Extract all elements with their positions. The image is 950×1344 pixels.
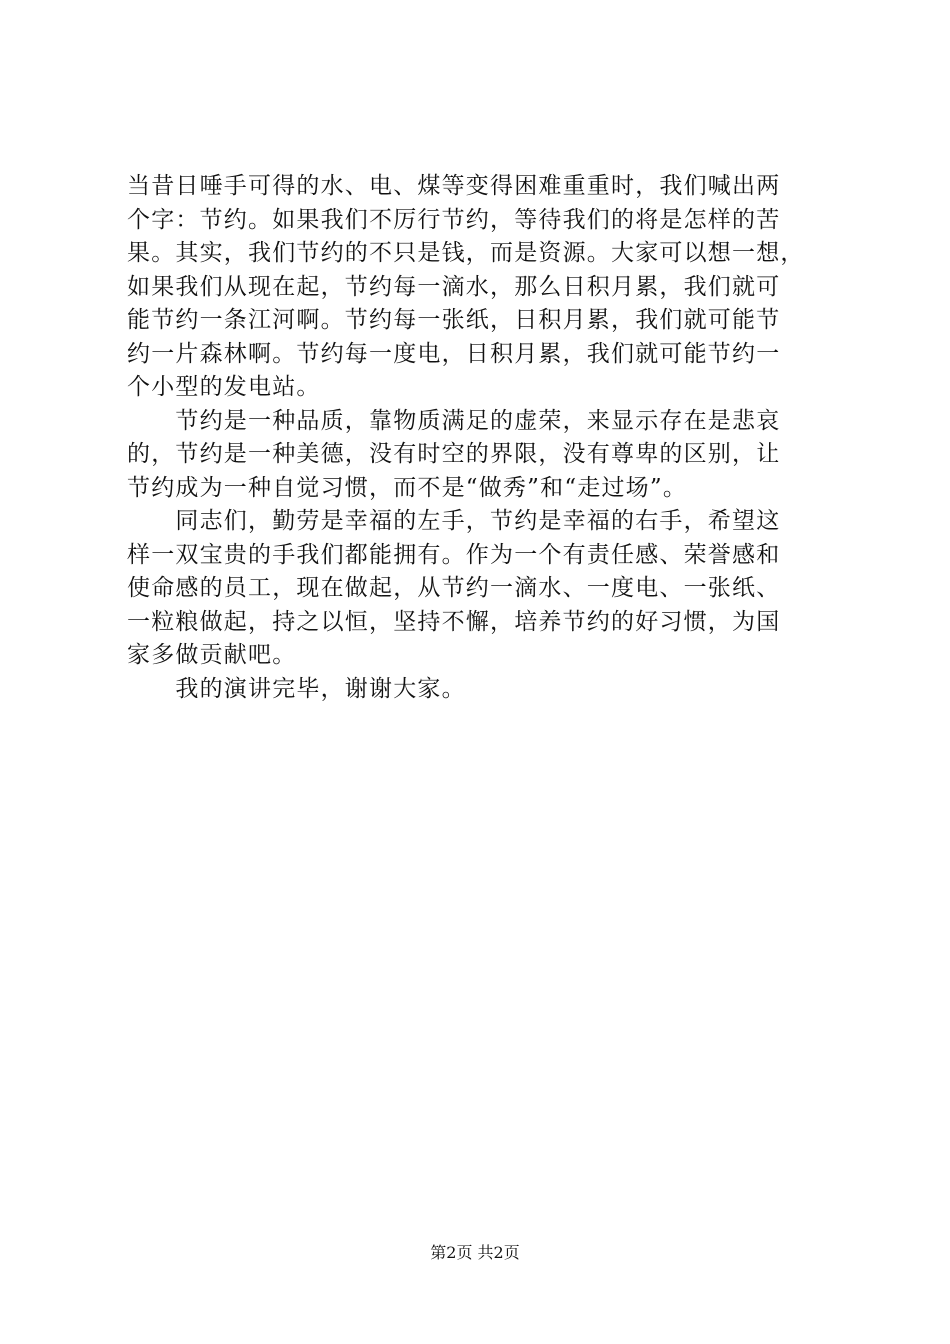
text-line: 节约成为一种自觉习惯，而不是“做秀”和“走过场”。 (127, 474, 688, 501)
text-line: 果。其实，我们节约的不只是钱，而是资源。大家可以想一想， (127, 240, 805, 266)
page-indicator: 第2页 共2页 (430, 1243, 520, 1262)
page-footer (0, 1242, 950, 1264)
text-line: 如果我们从现在起，节约每一滴水，那么日积月累，我们就可 (127, 273, 781, 300)
text-line: 个小型的发电站。 (127, 374, 321, 400)
text-line: 的，节约是一种美德，没有时空的界限，没有尊卑的区别，让 (127, 441, 781, 467)
text-line: 一粒粮做起，持之以恒，坚持不懈，培养节约的好习惯，为国 (127, 608, 781, 635)
text-line: 能节约一条江河啊。节约每一张纸，日积月累，我们就可能节 (127, 307, 781, 333)
text-line: 样一双宝贵的手我们都能拥有。作为一个有责任感、荣誉感和 (127, 541, 781, 568)
text-line: 节约是一种品质，靠物质满足的虚荣，来显示存在是悲哀 (127, 407, 781, 434)
text-line: 约一片森林啊。节约每一度电，日积月累，我们就可能节约一 (127, 340, 781, 367)
body-text (127, 170, 837, 706)
text-line: 使命感的员工，现在做起，从节约一滴水、一度电、一张纸、 (127, 575, 781, 601)
text-line: 同志们，勤劳是幸福的左手，节约是幸福的右手，希望这 (127, 508, 781, 534)
text-line: 我的演讲完毕，谢谢大家。 (127, 675, 466, 702)
text-line: 当昔日唾手可得的水、电、煤等变得困难重重时，我们喊出两 (127, 173, 781, 199)
text-line: 个字：节约。如果我们不厉行节约，等待我们的将是怎样的苦 (127, 206, 781, 233)
text-line: 家多做贡献吧。 (127, 642, 297, 668)
